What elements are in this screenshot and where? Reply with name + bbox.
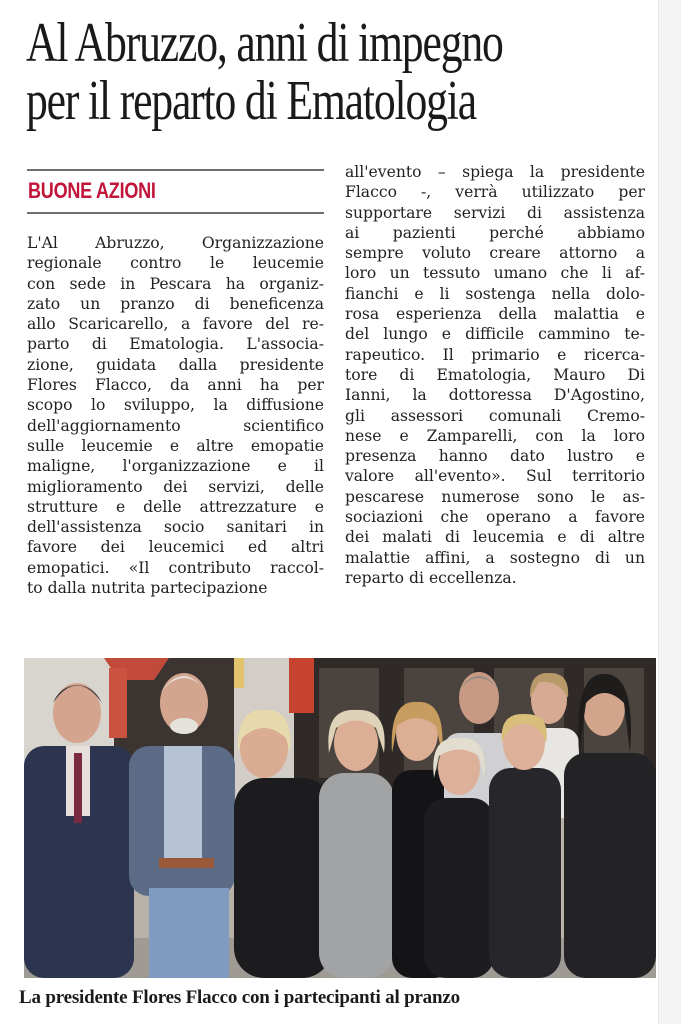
article-text-line: allo Scaricarello, a favore del re- bbox=[27, 315, 324, 334]
article-text-line: favore dei leucemici ed altri bbox=[27, 538, 324, 557]
article-text-line: dei malati di leucemia e di altre bbox=[345, 528, 645, 547]
article-text-line: Flores Flacco, da anni ha per bbox=[27, 376, 324, 395]
article-text-line: sociazioni che operano a favore bbox=[345, 508, 645, 527]
rubric-label: BUONE AZIONI bbox=[28, 178, 156, 203]
article-text-line: fianchi e li sostenga nella dolo- bbox=[345, 284, 645, 303]
article-text-line: strutture e delle attrezzature e bbox=[27, 497, 324, 516]
article-text-line: scopo lo sviluppo, la diffusione bbox=[27, 396, 324, 415]
group-photo bbox=[24, 658, 656, 978]
article-text-line: L'Al Abruzzo, Organizzazione bbox=[27, 234, 324, 252]
article-text-line: Ianni, la dottoressa D'Agostino, bbox=[345, 386, 645, 405]
article-text-line: parto di Ematologia. L'associa- bbox=[27, 335, 324, 354]
article-text-line: sempre voluto creare attorno a bbox=[345, 244, 645, 263]
article-column-right bbox=[345, 162, 645, 588]
headline-line-2: per il reparto di Ematologia bbox=[26, 70, 476, 132]
article-text-line: malattie affini, a sostegno di un bbox=[345, 548, 645, 567]
page-edge bbox=[658, 0, 681, 1024]
article-text-line: sulle leucemie e altre emopatie bbox=[27, 436, 324, 455]
article-text-line: dell'assistenza socio sanitari in bbox=[27, 518, 324, 537]
article-text-line: nese e Zamparelli, con la loro bbox=[345, 426, 645, 445]
article-text-line: gli assessori comunali Cremo- bbox=[345, 406, 645, 425]
article-text-line: emopatici. «Il contributo raccol- bbox=[27, 558, 324, 577]
article-text-line: supportare servizi di assistenza bbox=[345, 203, 645, 222]
article-text-line: rosa esperienza della malattia e bbox=[345, 305, 645, 324]
article-text-line: pescarese numerose sono le as- bbox=[345, 487, 645, 506]
article-text-line: rapeutico. Il primario e ricerca- bbox=[345, 345, 645, 364]
rubric-top-rule bbox=[27, 169, 324, 171]
article-text-line: presenza hanno dato lustro e bbox=[345, 447, 645, 466]
article-text-line: maligne, l'organizzazione e il bbox=[27, 457, 324, 476]
article-text-line: zione, guidata dalla presidente bbox=[27, 355, 324, 374]
headline bbox=[26, 14, 510, 130]
article-text-line: zato un pranzo di beneficenza bbox=[27, 294, 324, 313]
article-column-left bbox=[27, 233, 324, 598]
article-text-line: ai pazienti perché abbiamo bbox=[345, 223, 645, 242]
article-text-line: del lungo e difficile cammino te- bbox=[345, 325, 645, 344]
article-text-line: valore all'evento». Sul territorio bbox=[345, 467, 645, 486]
article-text-line: all'evento – spiega la presidente bbox=[345, 163, 645, 181]
photo-caption: La presidente Flores Flacco con i partecipanti al pranzo bbox=[19, 987, 460, 1008]
headline-line-1: Al Abruzzo, anni di impegno bbox=[26, 12, 503, 74]
article-text-line: Flacco -, verrà utilizzato per bbox=[345, 183, 645, 202]
group-photo-illustration bbox=[24, 658, 656, 978]
article-text-line: regionale contro le leucemie bbox=[27, 254, 324, 273]
article-text-line: miglioramento dei servizi, delle bbox=[27, 477, 324, 496]
article-text-line: tore di Ematologia, Mauro Di bbox=[345, 365, 645, 384]
article-text-line: reparto di eccellenza. bbox=[345, 568, 517, 587]
article-text-line: to dalla nutrita partecipazione bbox=[27, 579, 268, 598]
article-text-line: dell'aggiornamento scientifico bbox=[27, 416, 324, 435]
rubric-bottom-rule bbox=[27, 212, 324, 214]
article-text-line: loro un tessuto umano che li af- bbox=[345, 264, 645, 283]
article-text-line: con sede in Pescara ha organiz- bbox=[27, 274, 324, 293]
